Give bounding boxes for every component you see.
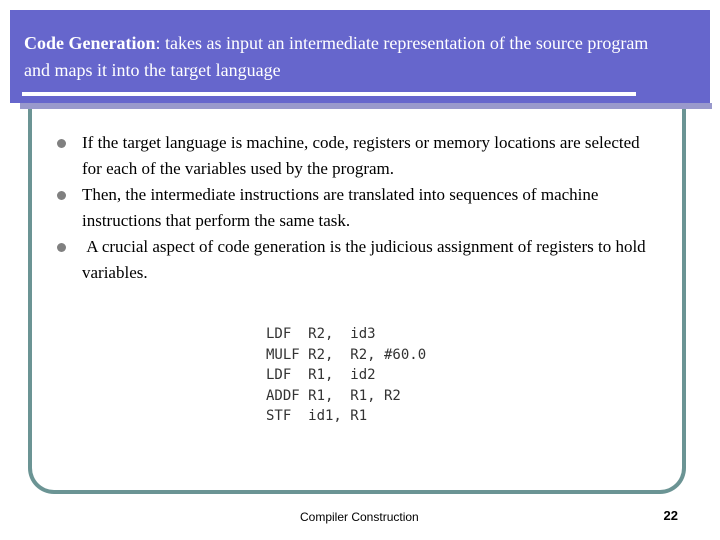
bullet-text: Then, the intermediate instructions are translated into sequences of machine instructions that perform the same task. (82, 185, 599, 230)
bullet-dot-icon (57, 243, 66, 252)
title-rest: : takes as input an intermediate representation of the source program and maps it into the target language (24, 33, 649, 80)
code-line: MULF R2, R2, #60.0 (266, 346, 427, 363)
bullet-text: A crucial aspect of code generation is the judicious assignment of registers to hold variables. (82, 237, 650, 282)
bullet-item (57, 182, 657, 234)
code-line: LDF R2, id3 (266, 326, 376, 342)
bullet-dot-icon (57, 139, 66, 148)
bullet-item (57, 130, 657, 182)
code-line: LDF R1, id2 (266, 367, 376, 383)
bullet-dot-icon (57, 191, 66, 200)
page-number: 22 (663, 508, 678, 523)
bullet-list (57, 130, 657, 286)
bullet-text: If the target language is machine, code, registers or memory locations are selected for each of the variables used by the program. (82, 133, 640, 178)
code-line: ADDF R1, R1, R2 (266, 387, 401, 404)
footer-text: Compiler Construction (300, 510, 419, 524)
header-shadow (20, 103, 712, 109)
code-block (266, 324, 426, 427)
header-underline (22, 92, 636, 96)
bullet-item (57, 234, 657, 286)
slide-title (24, 30, 664, 84)
title-bold: Code Generation (24, 33, 156, 53)
code-line: STF id1, R1 (266, 408, 368, 424)
